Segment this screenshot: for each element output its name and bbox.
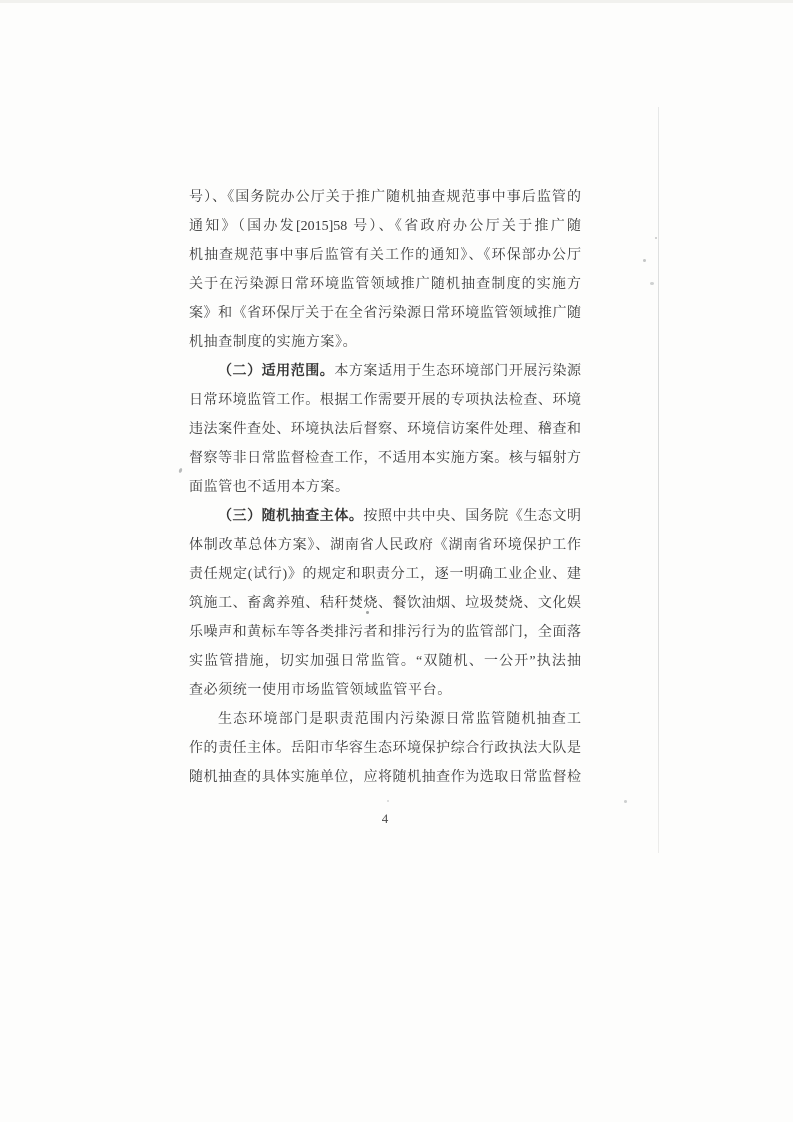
- scan-vertical-line-artifact: [658, 107, 659, 853]
- document-line: [189, 386, 581, 415]
- scan-speck: [624, 800, 627, 803]
- document-body-text: [189, 183, 581, 792]
- document-line: [189, 212, 581, 241]
- document-line: [189, 357, 581, 386]
- scan-speck: [178, 468, 183, 474]
- document-line: [189, 473, 581, 502]
- line-text: 随机抽查的具体实施单位，应将随机抽查作为选取日常监督检: [189, 770, 581, 785]
- line-text: 实监管措施，切实加强日常监管。“双随机、一公开”执法抽: [189, 654, 581, 669]
- document-line: [189, 183, 581, 212]
- document-line: [189, 734, 581, 763]
- line-text: 乐噪声和黄标车等各类排污者和排污行为的监管部门，全面落: [189, 625, 581, 640]
- document-line: [189, 270, 581, 299]
- section-heading: （三）随机抽查主体。: [218, 509, 364, 524]
- line-text: 机抽查制度的实施方案》。: [189, 335, 358, 350]
- line-text: 生态环境部门是职责范围内污染源日常监管随机抽查工: [218, 712, 581, 727]
- line-text: 通知》（国办发[2015]58 号）、《省政府办公厅关于推广随: [189, 219, 581, 234]
- line-text: 查必须统一使用市场监管领域监管平台。: [189, 683, 452, 698]
- line-text: 日常环境监管工作。根据工作需要开展的专项执法检查、环境: [189, 393, 581, 408]
- line-text: 号）、《国务院办公厅关于推广随机抽查规范事中事后监管的: [189, 190, 581, 205]
- section-heading: （二）适用范围。: [218, 364, 335, 379]
- page-number: 4: [381, 811, 389, 826]
- scan-top-edge-artifact: [0, 0, 793, 3]
- scan-speck: [643, 259, 646, 262]
- document-line: [189, 705, 581, 734]
- document-line: [189, 589, 581, 618]
- line-text: 违法案件查处、环境执法后督察、环境信访案件处理、稽查和: [189, 422, 581, 437]
- line-text: 案》和《省环保厅关于在全省污染源日常环境监管领域推广随: [189, 306, 581, 321]
- document-line: [189, 647, 581, 676]
- line-text: 督察等非日常监督检查工作，不适用本实施方案。核与辐射方: [189, 451, 581, 466]
- document-line: [189, 502, 581, 531]
- document-line: [189, 299, 581, 328]
- document-line: [189, 676, 581, 705]
- line-text: 关于在污染源日常环境监管领域推广随机抽查制度的实施方: [189, 277, 581, 292]
- document-line: [189, 618, 581, 647]
- line-text: 机抽查规范事中事后监管有关工作的通知》、《环保部办公厅: [189, 248, 581, 263]
- scan-speck: [655, 237, 657, 239]
- scan-speck: [387, 800, 389, 802]
- document-line: [189, 241, 581, 270]
- document-line: [189, 531, 581, 560]
- document-line: [189, 763, 581, 792]
- document-line: [189, 444, 581, 473]
- line-text: 筑施工、畜禽养殖、秸秆焚烧、餐饮油烟、垃圾焚烧、文化娱: [189, 596, 581, 611]
- scan-speck: [650, 282, 654, 285]
- line-text: 体制改革总体方案》、湖南省人民政府《湖南省环境保护工作: [189, 538, 581, 553]
- document-line: [189, 415, 581, 444]
- line-text: 面监管也不适用本方案。: [189, 480, 350, 495]
- line-text: 按照中共中央、国务院《生态文明: [363, 509, 582, 524]
- line-text: 作的责任主体。岳阳市华容生态环境保护综合行政执法大队是: [189, 741, 581, 756]
- line-text: 本方案适用于生态环境部门开展污染源: [334, 364, 582, 379]
- document-line: [189, 328, 581, 357]
- document-line: [189, 560, 581, 589]
- line-text: 责任规定(试行)》的规定和职责分工，逐一明确工业企业、建: [189, 567, 581, 582]
